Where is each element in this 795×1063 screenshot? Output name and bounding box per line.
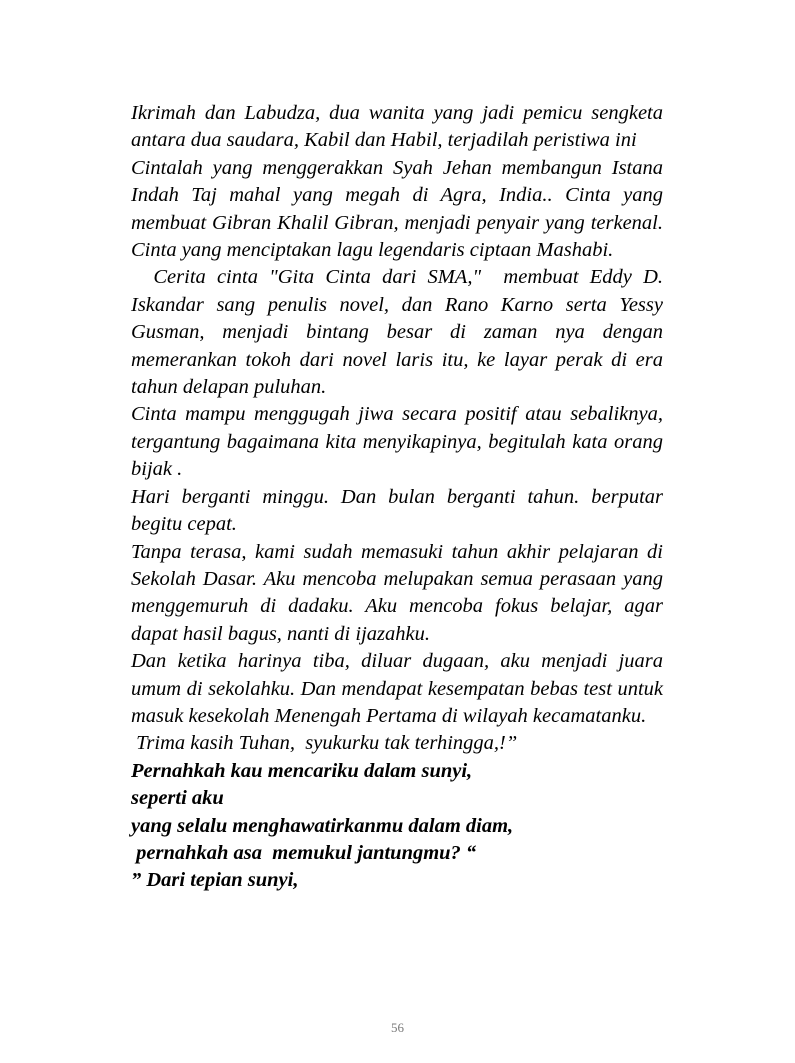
paragraph: Tanpa terasa, kami sudah memasuki tahun akhir pelajaran di Sekolah Dasar. Aku mencoba melupakan semua perasaan yang menggemuruh di dadaku. Aku mencoba fokus belajar, agar dapat hasil bagus, nanti di ijazahku. [131,540,663,645]
poem-line: yang selalu menghawatirkanmu dalam diam, [131,814,514,837]
poem-line: Pernahkah kau mencariku dalam sunyi, [131,759,473,782]
paragraph: Hari berganti minggu. Dan bulan berganti tahun. berputar begitu cepat. [131,485,663,536]
paragraph: Cerita cinta "Gita Cinta dari SMA," membuat Eddy D. Iskandar sang penulis novel, dan Rano Karno serta Yessy Gusman, menjadi bintang besar di zaman nya dengan memerankan tokoh dari novel laris itu, ke layar perak di era tahun delapan puluhan. [131,266,669,399]
page-number: 56 [391,1020,404,1035]
paragraph: Cintalah yang menggerakkan Syah Jehan membangun Istana Indah Taj mahal yang megah di Agra, India.. Cinta yang membuat Gibran Khalil Gibran, menjadi penyair yang terkenal. Cinta yang menciptakan lagu legendaris ciptaan Mashabi. [131,156,663,262]
paragraph: Trima kasih Tuhan, syukurku tak terhingga,!” [131,732,518,755]
paragraph: Cinta mampu menggugah jiwa secara positif atau sebaliknya, tergantung bagaimana kita menyikapinya, begitulah kata orang bijak . [131,403,663,481]
poem-line: pernahkah asa memukul jantungmu? “ [131,841,477,864]
paragraph: Dan ketika harinya tiba, diluar dugaan, aku menjadi juara umum di sekolahku. Dan mendapat kesempatan bebas test untuk masuk kesekolah Menengah Pertama di wilayah kecamatanku. [131,650,663,727]
poem-line: ” Dari tepian sunyi, [131,869,299,892]
poem-line: seperti aku [131,787,224,810]
paragraph: Ikrimah dan Labudza, dua wanita yang jadi pemicu sengketa antara dua saudara, Kabil dan Habil, terjadilah peristiwa ini [131,102,663,152]
body-text [131,100,669,895]
